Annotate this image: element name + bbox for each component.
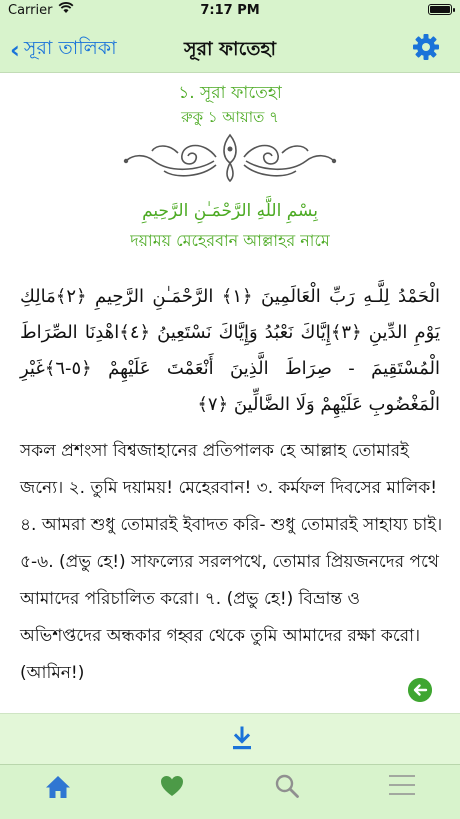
search-icon [274,773,300,799]
navigation-bar [0,22,460,73]
bismillah-arabic: بِسْمِ اللَّهِ الرَّحْمَـٰنِ الرَّحِيمِ [142,201,318,221]
page-title: সূরা ফাতেহা [184,38,276,60]
back-button[interactable] [10,34,117,66]
battery-icon [428,4,452,15]
chevron-left-icon: ‹ [10,36,20,64]
back-button-label: সূরা তালিকা [23,37,117,59]
arrow-left-circle-icon[interactable] [408,678,432,702]
clock: 7:17 PM [200,3,260,18]
tab-menu[interactable] [382,773,422,805]
ruku-ayat-info: রুকু ১ আয়াত ৭ [181,108,279,126]
sura-heading: ১. সূরা ফাতেহা [178,83,282,103]
ornament-divider [118,131,342,185]
menu-icon [388,773,416,797]
carrier-label: Carrier [8,3,53,18]
bangla-translation: সকল প্রশংসা বিশ্বজাহানের প্রতিপালক হে আল্লাহ তোমারই জন্যে। ২. তুমি দয়াময়! মেহেরবান! ৩. কর্মফল দিবসের মালিক! ৪. আমরা শুধু তোমারই ইবাদত করি- শুধু তোমারই সাহায্য চাই। ৫-৬. (প্রভু হে!) সাফল্যের সরলপথে, তোমার প্রিয়জনদের পথে আমাদের পরিচালিত করো। ৭. (প্রভু হে!) বিভ্রান্ত ও অভিশপ্তদের অন্ধকার গহ্বর থেকে তুমি আমাদের রক্ষা করো। (আমিন!) [20,441,443,683]
bismillah-bangla: দয়াময় মেহেরবান আল্লাহর নামে [130,231,330,250]
home-icon [44,773,72,801]
arabic-verses: الْحَمْدُ لِلَّـهِ رَبِّ الْعَالَمِينَ ﴿١﴾ الرَّحْمَـٰنِ الرَّحِيمِ ﴿٢﴾مَالِكِ يَوْمِ الدِّينِ ﴿٣﴾إِيَّاكَ نَعْبُدُ وَإِيَّاكَ نَسْتَعِينُ ﴿٤﴾اهْدِنَا الصِّرَاطَ الْمُسْتَقِيمَ - صِرَاطَ الَّذِينَ أَنْعَمْتَ عَلَيْهِمْ ﴿٥-٦﴾غَيْرِ الْمَغْضُوبِ عَلَيْهِمْ وَلَا الضَّالِّينَ ﴿٧﴾ [20,286,441,415]
tab-bar [0,764,460,819]
tab-home[interactable] [38,773,78,805]
download-bar [0,713,460,765]
heart-icon [159,773,185,799]
tab-favorites[interactable] [152,773,192,805]
gear-icon[interactable] [412,33,440,61]
tab-search[interactable] [267,773,307,805]
download-icon[interactable] [231,726,253,752]
status-bar [0,0,460,22]
sura-content[interactable] [0,73,460,713]
